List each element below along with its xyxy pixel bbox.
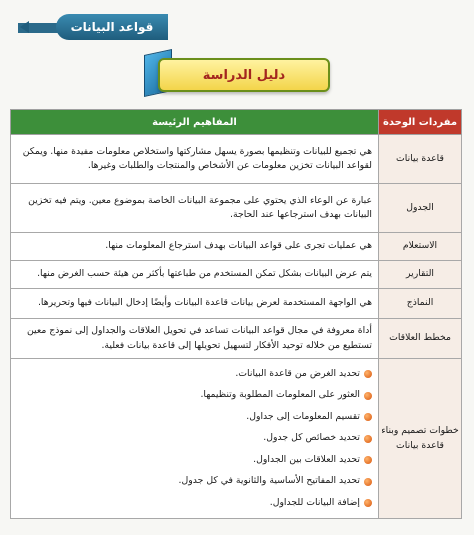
definition-cell: يتم عرض البيانات بشكل تمكن المستخدم من طباعتها بأكثر من هيئة حسب الغرض منها. xyxy=(11,261,379,289)
table-row xyxy=(11,359,462,519)
table-row xyxy=(11,184,462,233)
list-item xyxy=(17,385,372,407)
steps-list xyxy=(17,363,372,514)
term-cell: التقارير xyxy=(379,261,462,289)
bullet-icon xyxy=(364,478,372,486)
list-item xyxy=(17,449,372,471)
study-guide-title: دليل الدراسة xyxy=(158,58,330,92)
term-cell: الجدول xyxy=(379,184,462,233)
bullet-icon xyxy=(364,499,372,507)
bullet-icon xyxy=(364,413,372,421)
term-cell: النماذج xyxy=(379,289,462,319)
list-item xyxy=(17,406,372,428)
term-cell: مخطط العلاقات xyxy=(379,319,462,359)
chapter-header xyxy=(18,14,168,40)
step-text: تحديد خصائص كل جدول. xyxy=(263,432,360,444)
term-cell: خطوات تصميم وبناء قاعدة بيانات xyxy=(379,359,462,519)
definition-cell: هي الواجهة المستخدمة لعرض بيانات قاعدة البيانات وأيضًا إدخال البيانات فيها وتحريرها. xyxy=(11,289,379,319)
chapter-title: قواعد البيانات xyxy=(56,14,168,40)
table-row xyxy=(11,135,462,184)
column-header-unit: مفردات الوحدة xyxy=(379,110,462,135)
table-row xyxy=(11,233,462,261)
steps-cell xyxy=(11,359,379,519)
column-header-concepts: المفاهيم الرئيسة xyxy=(11,110,379,135)
definition-cell: أداة معروفة في مجال قواعد البيانات تساعد في تحويل العلاقات والجداول إلى نموذج معين تستطيع من خلاله توحيد الأفكار لتسهيل تحويلها إلى قاعدة بيانات فعلية. xyxy=(11,319,379,359)
table-row xyxy=(11,289,462,319)
term-cell: الاستعلام xyxy=(379,233,462,261)
bullet-icon xyxy=(364,435,372,443)
list-item xyxy=(17,492,372,514)
arrow-left-icon xyxy=(20,21,29,33)
step-text: تحديد المفاتيح الأساسية والثانوية في كل جدول. xyxy=(178,475,360,487)
definition-cell: هي عمليات تجرى على قواعد البيانات بهدف استرجاع المعلومات منها. xyxy=(11,233,379,261)
term-cell: قاعدة بيانات xyxy=(379,135,462,184)
bullet-icon xyxy=(364,392,372,400)
table-row xyxy=(11,261,462,289)
list-item xyxy=(17,471,372,493)
step-text: تحديد الغرض من قاعدة البيانات. xyxy=(235,367,360,379)
table-row xyxy=(11,319,462,359)
step-text: العثور على المعلومات المطلوبة وتنظيمها. xyxy=(200,389,360,401)
concepts-table xyxy=(10,109,462,519)
definition-cell: عبارة عن الوعاء الذي يحتوي على مجموعة البيانات الخاصة بموضوع معين. ويتم فيه تخزين البيانات بهدف استرجاعها عند الحاجة. xyxy=(11,184,379,233)
bullet-icon xyxy=(364,456,372,464)
step-text: إضافة البيانات للجداول. xyxy=(269,496,360,508)
step-text: تحديد العلاقات بين الجداول. xyxy=(253,453,360,465)
bullet-icon xyxy=(364,370,372,378)
list-item xyxy=(17,428,372,450)
list-item xyxy=(17,363,372,385)
step-text: تقسيم المعلومات إلى جداول. xyxy=(246,410,360,422)
definition-cell: هي تجميع للبيانات وتنظيمها بصورة يسهل مشاركتها واستخلاص معلومات مفيدة منها. ويمكن لقواعد البيانات تخزين معلومات عن الأشخاص والمنتجات والطلبات وغيرها. xyxy=(11,135,379,184)
